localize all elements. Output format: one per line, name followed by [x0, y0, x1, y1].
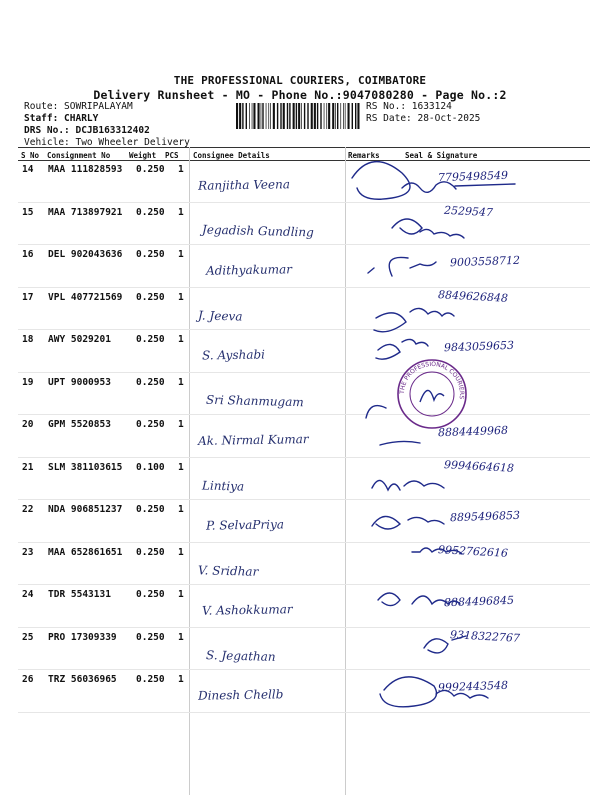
signature-scribble [366, 406, 420, 445]
handwritten-phone-remark: 9318322767 [449, 627, 521, 645]
row-sno: 14 [22, 164, 34, 175]
consignment-number: TDR 5543131 [48, 589, 111, 600]
signature-scribble [392, 219, 464, 238]
pieces-count: 1 [178, 206, 184, 218]
company-title: THE PROFESSIONAL COURIERS, COIMBATORE [173, 74, 427, 87]
consignee-handwritten-name: Sri Shanmugam [205, 392, 304, 409]
consignee-handwritten-name: Ak. Nirmal Kumar [197, 432, 309, 448]
pieces-count: 1 [178, 461, 184, 473]
signature-scribble [376, 339, 428, 359]
row-sno: 21 [22, 461, 34, 473]
consignee-handwritten-name: J. Jeeva [197, 307, 243, 324]
col-header-seal: Seal & Signature [405, 151, 478, 160]
handwritten-phone-remark: 9952762616 [437, 542, 509, 560]
row-sno: 25 [22, 631, 34, 643]
handwritten-phone-remark: 9992443548 [437, 678, 509, 695]
row-sno: 17 [22, 291, 34, 303]
consignee-handwritten-name: V. Ashokkumar [201, 602, 293, 618]
weight-value: 0.100 [136, 461, 165, 473]
weight-value: 0.250 [136, 334, 165, 345]
consignee-handwritten-name: Adithyakumar [205, 262, 293, 278]
signature-scribble [372, 516, 444, 529]
consignee-handwritten-name: Dinesh Chellb [197, 687, 284, 703]
drs-number: DRS No.: DCJB163312402 [24, 125, 150, 136]
weight-value: 0.250 [136, 164, 165, 175]
consignment-number: UPT 9000953 [48, 376, 111, 388]
pieces-count: 1 [178, 589, 184, 600]
consignment-number: MAA 111828593 [48, 164, 123, 175]
handwritten-phone-remark: 7795498549 [437, 168, 509, 185]
handwritten-phone-remark: 2529547 [443, 203, 494, 219]
signature-scribble [368, 257, 436, 276]
row-sno: 22 [22, 504, 34, 515]
signature-scribble [352, 162, 515, 200]
col-header-remarks: Remarks [348, 151, 380, 160]
row-sno: 15 [22, 206, 34, 218]
consignee-handwritten-name: Lintiya [201, 477, 245, 494]
row-sno: 20 [22, 419, 34, 430]
handwritten-phone-remark: 8849626848 [437, 287, 509, 305]
route-label: Route: SOWRIPALAYAM [24, 101, 133, 112]
consignment-number: PRO 17309339 [48, 631, 117, 643]
handwritten-phone-remark: 8895496853 [449, 508, 521, 525]
consignee-handwritten-name: Ranjitha Veena [197, 177, 291, 193]
row-sno: 19 [22, 376, 34, 388]
weight-value: 0.250 [136, 504, 165, 515]
col-header-sno: S No [21, 151, 40, 160]
weight-value: 0.250 [136, 589, 165, 600]
consignment-number: VPL 407721569 [48, 291, 123, 303]
consignment-number: GPM 5520853 [48, 419, 111, 430]
handwritten-phone-remark: 9003558712 [449, 253, 521, 270]
handwritten-phone-remark: 8884449968 [437, 423, 509, 440]
consignee-handwritten-name: Jegadish Gundling [201, 222, 314, 239]
consignment-number: AWY 5029201 [48, 334, 111, 345]
pieces-count: 1 [178, 631, 184, 643]
col-header-weight: Weight [129, 151, 157, 160]
vehicle-label: Vehicle: Two Wheeler Delivery [24, 137, 190, 148]
col-header-pcs: PCS [165, 151, 179, 160]
pieces-count: 1 [178, 249, 184, 260]
signature-scribble [372, 480, 444, 490]
col-header-consignment: Consignment No [47, 151, 111, 160]
pieces-count: 1 [178, 419, 184, 430]
handwritten-phone-remark: 9843059653 [443, 338, 515, 355]
weight-value: 0.250 [136, 674, 165, 685]
signature-scribble [412, 548, 462, 554]
row-sno: 23 [22, 546, 34, 558]
pieces-count: 1 [178, 674, 184, 685]
weight-value: 0.250 [136, 419, 165, 430]
seal-signature [420, 390, 444, 402]
row-sno: 16 [22, 249, 34, 260]
weight-value: 0.250 [136, 376, 165, 388]
runsheet-title: Delivery Runsheet - MO - Phone No.:9047080280 - Page No.:2 [93, 88, 507, 102]
pieces-count: 1 [178, 504, 184, 515]
consignment-number: SLM 381103615 [48, 461, 123, 473]
signature-scribble [378, 593, 460, 606]
signature-scribble [424, 636, 466, 653]
pieces-count: 1 [178, 164, 184, 175]
weight-value: 0.250 [136, 249, 165, 260]
weight-value: 0.250 [136, 206, 165, 218]
rs-date: RS Date: 28-Oct-2025 [366, 113, 481, 124]
consignment-number: MAA 652861651 [48, 546, 123, 558]
consignee-handwritten-name: S. Jegathan [205, 647, 276, 664]
pieces-count: 1 [178, 334, 184, 345]
pieces-count: 1 [178, 376, 184, 388]
consignee-handwritten-name: P. SelvaPriya [205, 517, 285, 533]
handwritten-phone-remark: 8884496845 [443, 593, 515, 610]
weight-value: 0.250 [136, 546, 165, 558]
handwritten-phone-remark: 9994664618 [443, 457, 515, 475]
signature-scribble [374, 308, 454, 331]
row-sno: 26 [22, 674, 34, 685]
row-sno: 18 [22, 334, 34, 345]
consignee-handwritten-name: S. Ayshabi [201, 347, 266, 363]
pieces-count: 1 [178, 546, 184, 558]
pieces-count: 1 [178, 291, 184, 303]
signature-scribble [380, 677, 488, 707]
rs-number: RS No.: 1633124 [366, 101, 452, 112]
consignee-handwritten-name: V. Sridhar [197, 562, 259, 579]
weight-value: 0.250 [136, 631, 165, 643]
row-sno: 24 [22, 589, 34, 600]
consignment-number: DEL 902043636 [48, 249, 123, 260]
consignment-number: TRZ 56036965 [48, 674, 117, 685]
weight-value: 0.250 [136, 291, 165, 303]
seal-stamp-text: THE PROFESSIONAL COURIERS [398, 360, 466, 400]
col-header-consignee: Consignee Details [193, 151, 270, 160]
consignment-number: NDA 906851237 [48, 504, 123, 515]
staff-label: Staff: CHARLY [24, 113, 99, 124]
consignment-number: MAA 713897921 [48, 206, 123, 218]
